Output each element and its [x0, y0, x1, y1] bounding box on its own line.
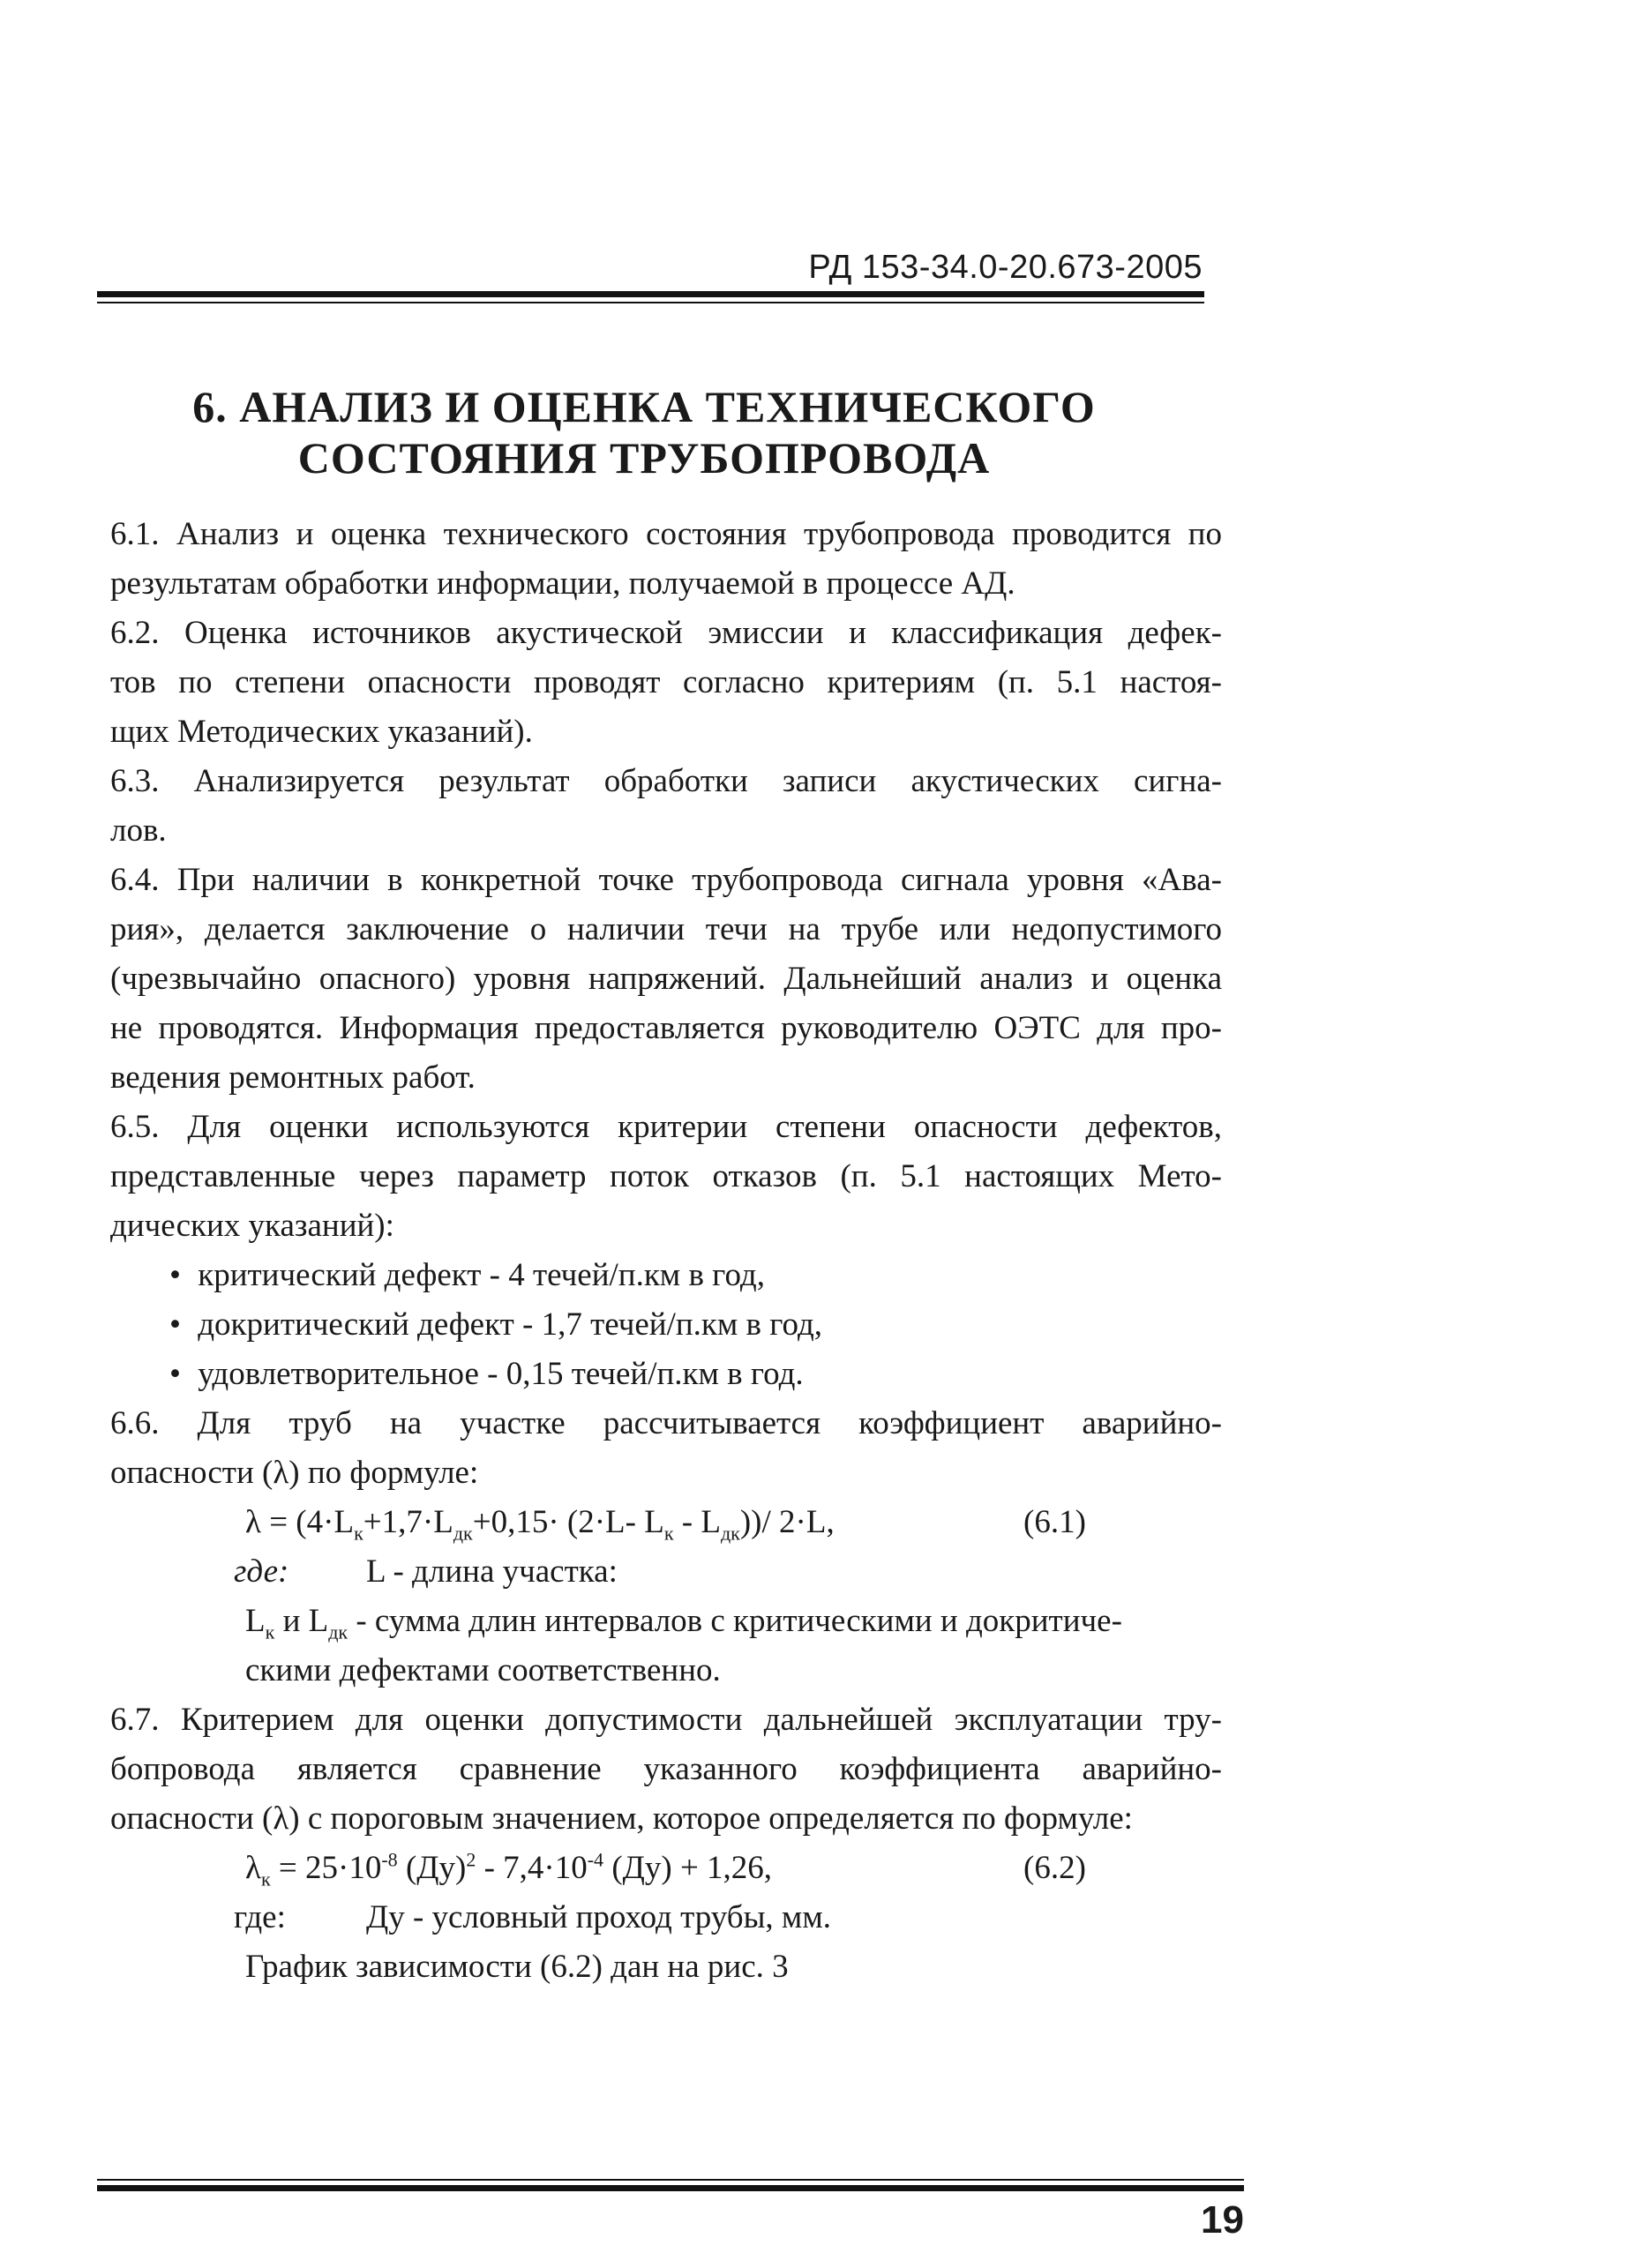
para-6-2-line1: 6.2. Оценка источников акустической эмиссии и классификация дефек-: [110, 615, 1222, 651]
section-title-line1: 6. АНАЛИЗ И ОЦЕНКА ТЕХНИЧЕСКОГО: [192, 382, 1096, 431]
para-6-5-line1: 6.5. Для оценки используются критерии степени опасности дефектов,: [110, 1109, 1222, 1145]
bullet-item: [169, 1300, 822, 1350]
bullet-text: докритический дефект - 1,7 течей/п.км в год,: [198, 1306, 823, 1343]
header-rule-thick: [97, 291, 1204, 297]
lk-ldk-definition-text: - сумма длин интервалов с критическими и докритиче-: [356, 1603, 1122, 1639]
para-6-2-line2: тов по степени опасности проводят согласно критериям (п. 5.1 настоя-: [110, 664, 1222, 700]
footer-rule-thick: [97, 2185, 1244, 2191]
para-6-7-line1: 6.7. Критерием для оценки допустимости дальнейшей эксплуатации тру-: [110, 1702, 1222, 1738]
page-number: 19: [1201, 2198, 1244, 2242]
formula-6-1-number: (6.1): [1023, 1504, 1086, 1540]
para-6-5-line2: представленные через параметр поток отказов (п. 5.1 настоящих Мето-: [110, 1158, 1222, 1194]
para-6-1-line2: результатам обработки информации, получаемой в процессе АД.: [110, 565, 1015, 602]
header-rule-thin: [97, 302, 1204, 303]
bullet-item: [169, 1251, 765, 1300]
bullet-text: удовлетворительное - 0,15 течей/п.км в год.: [198, 1356, 804, 1392]
formula-6-1: $\lambda = (4\cdot L_к+1,7\cdot L_{дк}+0,15\cdot (2\cdot L-$ $L_к - L_{дк}))/$ 2·L,: [245, 1504, 835, 1545]
para-6-4-line2: рия», делается заключение о наличии течи на трубе или недопустимого: [110, 911, 1222, 947]
bullet-text: критический дефект - 4 течей/п.км в год,: [198, 1257, 765, 1293]
bullet-dot: •: [169, 1356, 181, 1392]
bullet-dot: •: [169, 1257, 181, 1293]
where-definition-du: Ду - условный проход трубы, мм.: [366, 1899, 832, 1935]
para-6-7-line2: бопровода является сравнение указанного коэффициента аварийно-: [110, 1751, 1222, 1787]
where-definition-l: L - длина участка:: [366, 1553, 618, 1590]
graph-reference: График зависимости (6.2) дан на рис. 3: [245, 1949, 789, 1985]
para-6-3-line2: лов.: [110, 812, 167, 849]
where-label: где:: [234, 1553, 289, 1590]
bullet-item: [169, 1350, 804, 1399]
formula-6-2: $\lambda_к = 25\cdot 10^{-8}$ $(Ду)^2 - 7,4\cdot 10^{-4}$ (Ду) + 1,26,: [245, 1848, 773, 1890]
para-6-4-line4: не проводятся. Информация предоставляется руководителю ОЭТС для про-: [110, 1010, 1222, 1046]
document-number: РД 153-34.0-20.673-2005: [808, 249, 1203, 286]
para-6-6-line2: опасности (λ) по формуле:: [110, 1455, 479, 1491]
para-6-7-line3: опасности (λ) с пороговым значением, которое определяется по формуле:: [110, 1800, 1133, 1837]
section-title-line2: СОСТОЯНИЯ ТРУБОПРОВОДА: [297, 433, 991, 483]
para-6-2-line3: щих Методических указаний).: [110, 714, 533, 750]
formula-6-2-number: (6.2): [1023, 1850, 1086, 1886]
para-6-4-line3: (чрезвычайно опасного) уровня напряжений. Дальнейший анализ и оценка: [110, 961, 1222, 997]
para-6-6-line1: 6.6. Для труб на участке рассчитывается коэффициент аварийно-: [110, 1405, 1222, 1441]
lk-ldk-definition-line2: скими дефектами соответственно.: [245, 1652, 721, 1688]
lk-ldk-definition-line1: $L_к$ и $L_{дк}$ - сумма длин интервалов с критическими и докритиче-: [245, 1603, 1122, 1643]
footer-rule-thin: [97, 2179, 1244, 2181]
para-6-5-line3: дических указаний):: [110, 1208, 394, 1244]
para-6-3-line1: 6.3. Анализируется результат обработки записи акустических сигна-: [110, 763, 1222, 799]
para-6-1-line1: 6.1. Анализ и оценка технического состояния трубопровода проводится по: [110, 516, 1222, 552]
para-6-4-line1: 6.4. При наличии в конкретной точке трубопровода сигнала уровня «Ава-: [110, 862, 1222, 898]
where-label: где:: [234, 1899, 286, 1935]
para-6-4-line5: ведения ремонтных работ.: [110, 1059, 476, 1096]
bullet-dot: •: [169, 1306, 181, 1343]
